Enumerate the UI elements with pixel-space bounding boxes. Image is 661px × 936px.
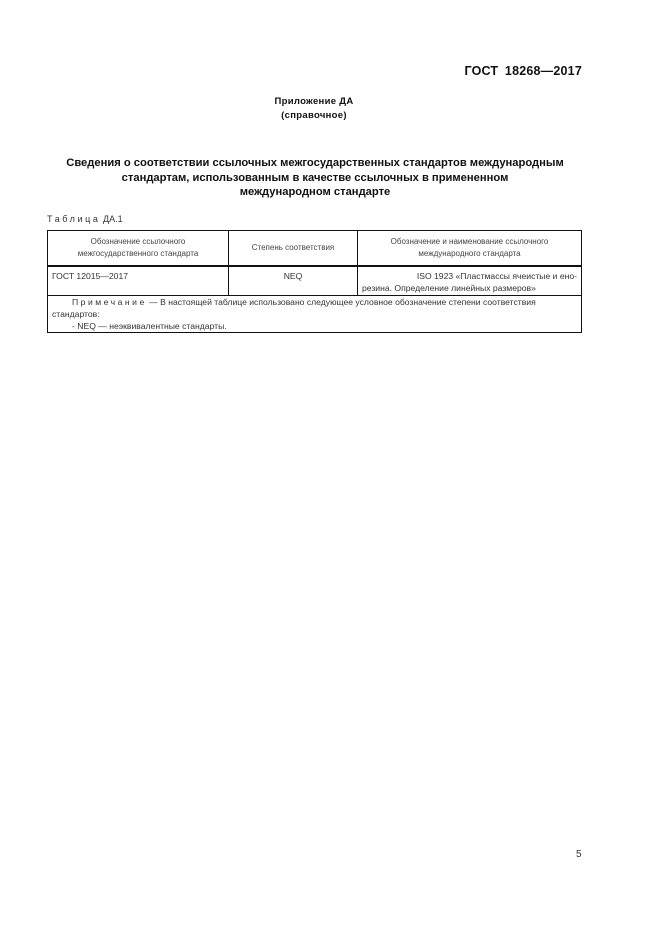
table-caption <box>47 214 123 224</box>
document-code: ГОСТ 18268—2017 <box>464 64 582 78</box>
table-row <box>48 266 582 296</box>
cell-degree: NEQ <box>229 266 358 296</box>
table-note-row <box>48 296 582 333</box>
note-label: Примечание <box>72 297 147 307</box>
table-caption-label: Таблица <box>47 214 101 224</box>
international-standard-line-1: ISO 1923 «Пластмассы ячеистые и ено- <box>416 271 577 281</box>
section-title-line-1: Сведения о соответствии ссылочных межгосударственных стандартов международным <box>66 157 564 169</box>
international-standard-line-2: резина. Определение линейных размеров» <box>362 283 536 293</box>
section-title <box>48 156 582 200</box>
note-item: - NEQ — неэквивалентные стандарты. <box>72 321 227 331</box>
table-note <box>48 296 582 333</box>
appendix-heading <box>0 95 628 123</box>
section-title-line-2: стандартам, использованным в качестве ссылочных в примененном <box>121 171 509 184</box>
table-caption-number: ДА.1 <box>103 214 123 224</box>
column-header-interstate-standard: Обозначение ссылочного межгосударственного стандарта <box>48 231 229 267</box>
correspondence-table <box>47 230 582 333</box>
note-text: — В настоящей таблице использовано следующее условное обозначение степени соответствия стандартов: <box>52 297 536 319</box>
appendix-subtitle: (справочное) <box>281 110 347 121</box>
page-number: 5 <box>576 849 582 860</box>
section-title-line-3: международном стандарте <box>239 186 391 198</box>
column-header-degree: Степень соответствия <box>229 231 358 267</box>
appendix-title: Приложение ДА <box>274 96 354 107</box>
table-header-row <box>48 231 582 267</box>
column-header-international-standard: Обозначение и наименование ссылочного международного стандарта <box>358 231 582 267</box>
cell-international-standard <box>358 266 582 296</box>
cell-interstate-standard: ГОСТ 12015—2017 <box>48 266 229 296</box>
